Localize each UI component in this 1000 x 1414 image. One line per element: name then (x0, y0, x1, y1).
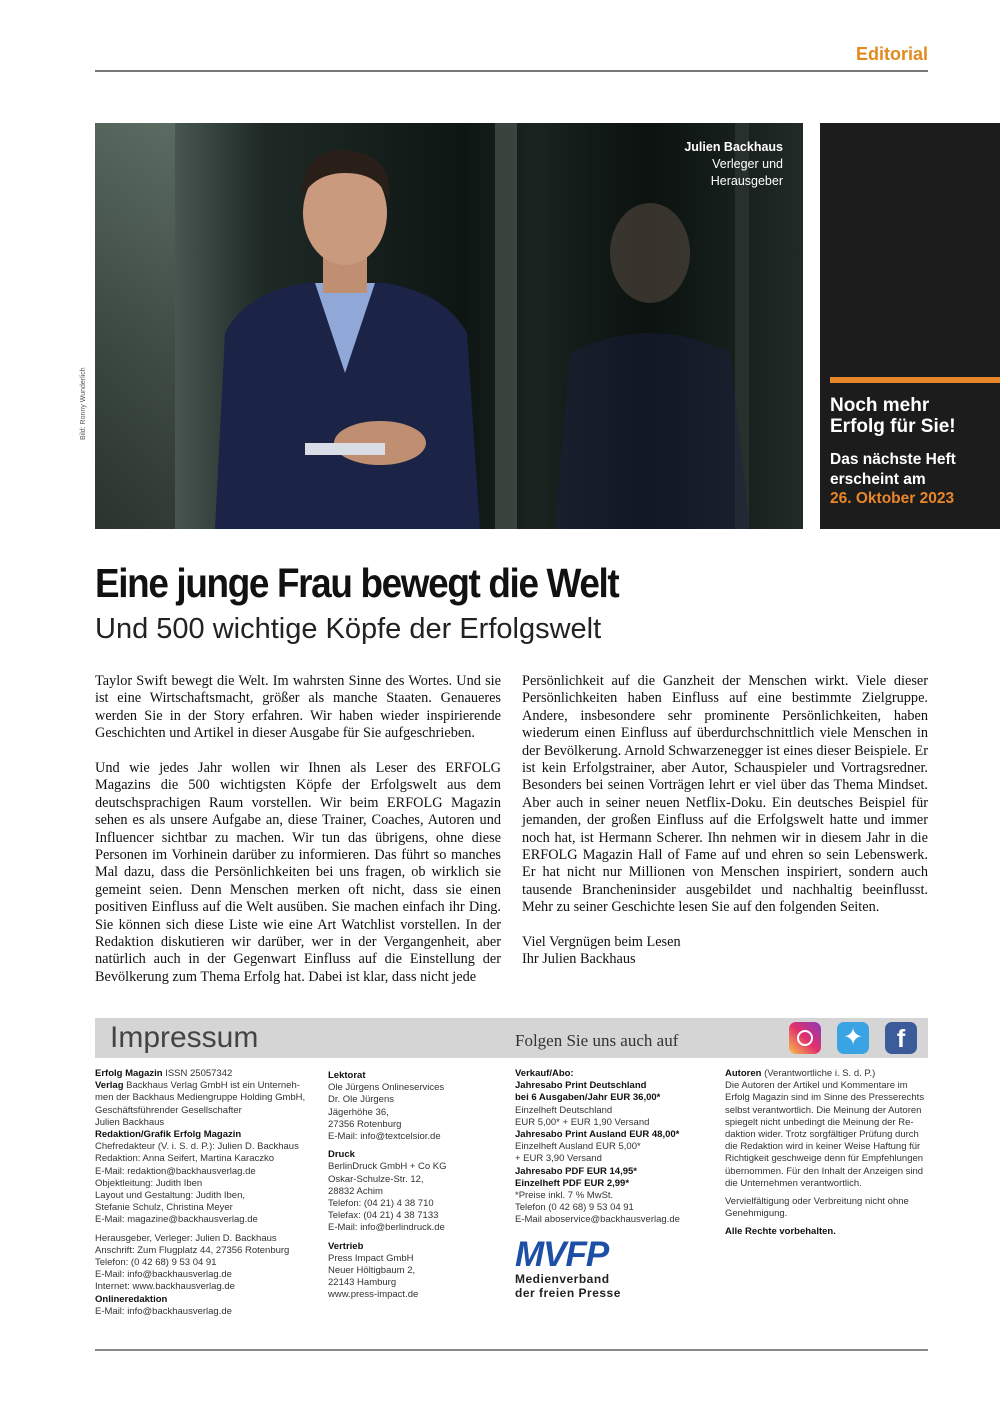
sidebar-line-2: Erfolg für Sie! (830, 416, 956, 437)
signoff-line-2: Ihr Julien Backhaus (522, 951, 636, 968)
article-title: Eine junge Frau bewegt die Welt (95, 560, 619, 606)
impressum-column-2: Lektorat Ole Jürgens Onlineservices Dr. Ole Jürgens Jägerhöhe 36, 27356 Rotenburg E-Mail: info@textcelsior.de Druck BerlinDruck GmbH + Co KG Oskar-Schulze-Str. 12, 28832 Achim Telefon: (04 21) 4 38 710 Telefax: (04 21) 4 38 7133 E-Mail: info@berlindruck.de Vertrieb Press Impact GmbH Neuer Höltigbaum 2, 22143 Hamburg www.press-impact.de (328, 1070, 447, 1301)
next-issue-date: 26. Oktober 2023 (830, 490, 955, 507)
sidebar-line-3: Das nächste Heft (830, 451, 956, 468)
person-figure (205, 143, 485, 529)
impressum-bar (95, 1018, 928, 1058)
facebook-icon[interactable]: f (885, 1022, 917, 1054)
portrait-photo (95, 123, 803, 529)
signoff-line-1: Viel Vergnügen beim Lesen (522, 934, 681, 951)
accent-bar (830, 377, 1000, 383)
mvfp-logo: MVFP Medienverband der freien Presse (515, 1235, 621, 1300)
caption-role-2: Herausgeber (710, 174, 783, 188)
photo-credit: Bild: Ronny Wunderlich (80, 367, 87, 440)
impressum-column-3: Verkauf/Abo: Jahresabo Print Deutschland bei 6 Ausgaben/Jahr EUR 36,00* Einzelheft Deutschland EUR 5,00* + EUR 1,90 Versand Jahresabo Print Ausland EUR 48,00* Einzelheft Ausland EUR 5,00* + EUR 3,90 Versand Jahresabo PDF EUR 14,95* Einzelheft PDF EUR 2,99* *Preise inkl. 7 % MwSt. Telefon (0 42 68) 9 53 04 91 E-Mail aboservice@backhausverlag.de (515, 1068, 680, 1226)
article-column-1 (95, 673, 501, 1004)
sidebar-line-1: Noch mehr (830, 395, 930, 416)
next-issue-box (820, 123, 1000, 529)
impressum-column-4: Autoren (Verantwortliche i. S. d. P.) Die Autoren der Artikel und Kommentare im Erfolg Magazin sind im Sinne des Presserechts selbst verantwortlich. Die Meinung der Autoren spiegelt nicht unbedingt die Meinung der Re- daktion wider. Trotz sorgfältiger Prüfung durch die Redaktion wird in keiner Weise Haftung für Richtigkeit geschweige denn für Empfehlungen übernommen. Für den Inhalt der Anzeigen sind die Unternehmen verantwortlich. Vervielfältigung oder Verbreitung nicht ohne Genehmigung. Alle Rechte vorbehalten. (725, 1068, 925, 1238)
section-label: Editorial (855, 44, 928, 64)
twitter-icon[interactable]: ✦ (837, 1022, 869, 1054)
caption-name: Julien Backhaus (684, 140, 783, 154)
follow-us-label: Folgen Sie uns auch auf (515, 1031, 679, 1050)
impressum-column-1: Erfolg Magazin ISSN 25057342 Verlag Backhaus Verlag GmbH ist ein Unterneh- men der Backhaus Mediengruppe Holding GmbH, Geschäftsführender Gesellschafter Julien Backhaus Redaktion/Grafik Erfolg Magazin Chefredakteur (V. i. S. d. P.): Julien D. Backhaus Redaktion: Anna Seifert, Martina Karaczko E-Mail: redaktion@backhausverlag.de Objektleitung: Judith Iben Layout und Gestaltung: Judith Iben, Stefanie Schulz, Christina Meyer E-Mail: magazine@backhausverlag.de Herausgeber, Verleger: Julien D. Backhaus Anschrift: Zum Flugplatz 44, 27356 Rotenburg Telefon: (0 42 68) 9 53 04 91 E-Mail: info@backhausverlag.de Internet: www.backhausverlag.de Onlineredaktion E-Mail: info@backhausverlag.de (95, 1068, 306, 1317)
paragraph: Und wie jedes Jahr wollen wir Ihnen als Leser des ERFOLG Magazins die 500 wichtigsten Köpfe der Erfolgswelt aus dem deutschsprachigen Raum vorstellen. Wir beim ERFOLG Magazin sehen es als unsere Aufgabe an, diese Trainer, Coaches, Autoren und Influencer sichtbar zu machen. Wir tun das übrigens, ohne diese Personen im Vorhinein darüber zu informieren. Das führt so manches Mal dazu, dass die Persönlichkeiten bei uns fragen, ob wirklich sie gemeint seien. Denn Menschen merken oft nicht, dass sie einen positiven Einfluss auf die Welt ausüben. Sie machen einfach ihr Ding. Sie können sich diese Liste wie eine Art Watchlist vorstellen. In der Redaktion diskutieren wir darüber, wer in der Vergangenheit, aber natürlich auch in der Gegenwart Einfluss auf die Einstellung der Bevölkerung zum Thema Erfolg hat. Dabei ist klar, dass nicht jede (95, 760, 501, 985)
instagram-icon[interactable] (789, 1022, 821, 1054)
mvfp-logo-mark: MVFP (515, 1235, 609, 1274)
article-subtitle: Und 500 wichtige Köpfe der Erfolgswelt (95, 613, 602, 645)
impressum-title: Impressum (110, 1021, 259, 1054)
paragraph: Taylor Swift bewegt die Welt. Im wahrsten Sinne des Wortes. Und sie ist eine Wirtschaftsmacht, größer als manche Staaten. Genaueres werden Sie in der Story erfahren. Wir haben wieder inspirierende Geschichten und Artikel in dieser Ausgabe für Sie aufgeschrieben. (95, 673, 501, 742)
reflection-figure (535, 183, 765, 529)
article-column-2 (522, 673, 928, 969)
caption-role-1: Verleger und (712, 157, 783, 171)
sidebar-line-4: erscheint am (830, 471, 926, 488)
photo-caption (684, 139, 783, 190)
footer-rule (95, 1349, 928, 1351)
paragraph: Persönlichkeit auf die Ganzheit der Menschen wirkt. Viele dieser Persönlichkeiten haben Einfluss auf eine bestimmte Zielgruppe. Andere, insbesondere sehr prominente Persönlichkeiten, haben wiederum einen Einfluss auf überdurchschnittlich viele Menschen in der Bevölkerung. Arnold Schwarzenegger ist eines dieser Beispiele. Er ist kein Erfolgstrainer, aber Autor, Schauspieler und Vortragsredner. Besonders bei seinen Vorträgen lehrt er viel über das Thema Mindset. Aber auch in seiner neuen Netflix-Doku. Ein deutsches Beispiel für jemanden, der großen Einfluss auf die Erfolgswelt hatte und immer noch hat, ist Hermann Scherer. Ihn nehmen wir in diesem Jahr in die ERFOLG Magazin Hall of Fame auf und ehren so sein Lebenswerk. Er hat nicht nur Millionen von Menschen inspiriert, sondern auch tausende Brancheninsider ausgebildet und nachhaltig beeinflusst. Mehr zu seiner Geschichte lesen Sie auf den folgenden Seiten. (522, 673, 928, 916)
page-header (95, 38, 928, 72)
